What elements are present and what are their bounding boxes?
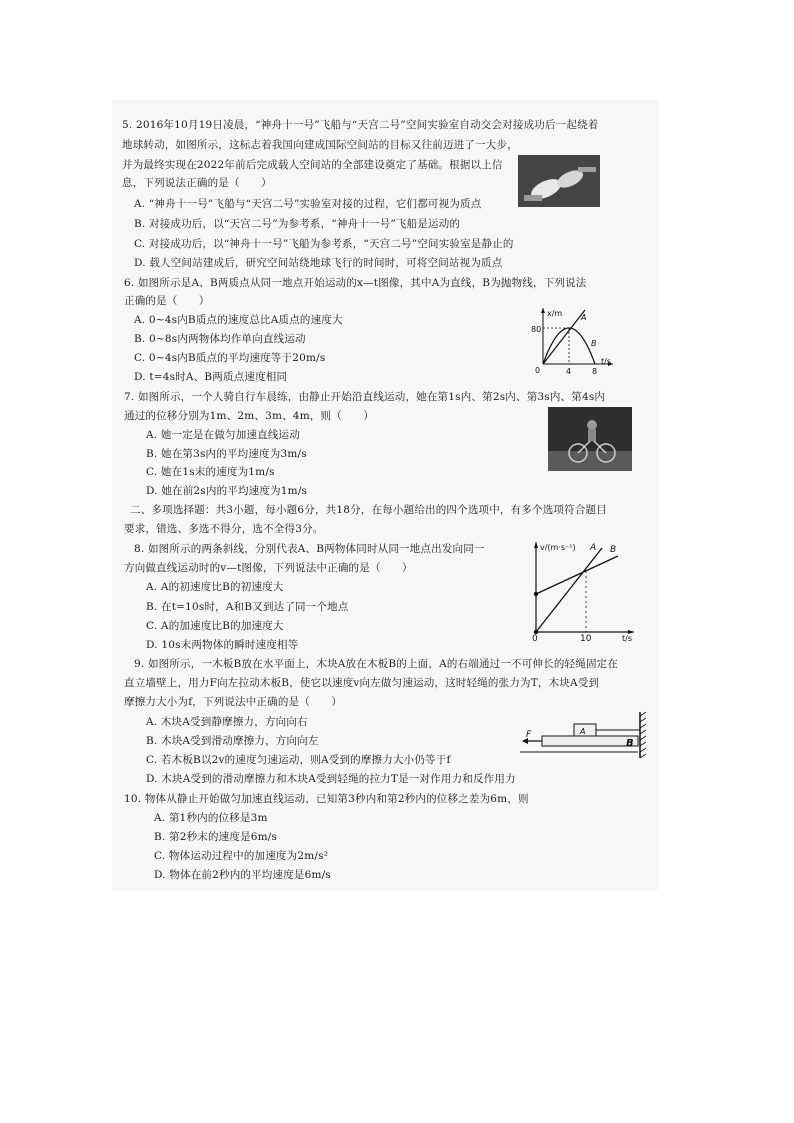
q5-option-b: B. 对接成功后，以“天宫二号”为参考系，“神舟十一号”飞船是运动的 xyxy=(134,218,461,230)
q9-stem-line1: 9. 如图所示，一木板B放在水平面上，木块A放在木板B的上面，A的右端通过一不可伸长的轻绳固定在 xyxy=(134,658,619,670)
block-board-figure xyxy=(520,710,648,760)
vt-tick-10: 10 xyxy=(580,634,592,642)
q9-option-d: D. 木块A受到的滑动摩擦力和木块A受到轻绳的拉力T是一对作用力和反作用力 xyxy=(146,773,516,785)
label-b: B xyxy=(626,738,634,749)
vt-line-b xyxy=(536,556,618,594)
xt-line-a xyxy=(543,310,585,364)
q8-option-b: B. 在t=10s时，A和B又到达了同一个地点 xyxy=(146,601,349,613)
q6-stem-line1: 6. 如图所示是A、B两质点从同一地点开始运动的x—t图像，其中A为直线，B为抛物线，下列说法 xyxy=(124,277,587,289)
xt-tick-4: 4 xyxy=(566,367,572,376)
q5-stem-line3: 并为最终实现在2022年前后完成载人空间站的全部建设奠定了基础。根据以上信 xyxy=(122,159,503,171)
q5-option-d: D. 载人空间站建成后，研究空间站绕地球飞行的时间时，可将空间站视为质点 xyxy=(134,257,503,269)
vt-b-start-point xyxy=(534,592,538,596)
q7-option-b: B. 她在第3s内的平均速度为3m/s xyxy=(146,448,307,460)
q8-option-c: C. A的加速度比B的加速度大 xyxy=(146,620,284,632)
q6-option-b: B. 0~8s内两物体均作单向直线运动 xyxy=(134,333,306,345)
q6-option-a: A. 0~4s内B质点的速度总比A质点的速度大 xyxy=(134,314,343,326)
spacecraft-photo xyxy=(518,155,600,207)
q5-option-c: C. 对接成功后，以“神舟十一号”飞船为参考系，“天宫二号”空间实验室是静止的 xyxy=(134,238,514,250)
q10-option-d: D. 物体在前2秒内的平均速度是6m/s xyxy=(154,869,331,881)
xt-label-a: A xyxy=(581,313,587,322)
q5-option-a: A. “神舟十一号”飞船与“天宫二号”实验室对接的过程，它们都可视为质点 xyxy=(134,198,482,210)
q5-stem-line2: 地球转动，如图所示，这标志着我国向建成国际空间站的目标又往前迈进了一大步， xyxy=(122,139,518,151)
xt-xlabel: t/s xyxy=(601,357,611,366)
board-b xyxy=(542,736,638,746)
section2-title-line2: 要求，错选、多选不得分，选不全得3分。 xyxy=(124,523,324,535)
xt-label-b: B xyxy=(591,339,597,348)
vt-label-b: B xyxy=(610,545,617,555)
q10-option-c: C. 物体运动过程中的加速度为2m/s² xyxy=(154,850,329,862)
vt-y-arrow xyxy=(534,542,538,548)
q5-stem-line1: 5. 2016年10月19日凌晨，“神舟十一号”飞船与“天宫二号”空间实验室自动交会对接成功后一起绕着 xyxy=(122,119,599,131)
vt-xlabel: t/s xyxy=(622,634,632,642)
cyclist-photo xyxy=(548,407,632,471)
xt-tick-80: 80 xyxy=(531,325,542,334)
vt-graph xyxy=(522,538,640,642)
q9-option-b: B. 木块A受到滑动摩擦力，方向向左 xyxy=(146,735,319,747)
q8-stem-line1: 8. 如图所示的两条斜线，分别代表A、B两物体同时从同一地点出发向同一 xyxy=(134,543,485,555)
q10-stem: 10. 物体从静止开始做匀加速直线运动，已知第3秒内和第2秒内的位移之差为6m，则 xyxy=(124,793,529,805)
vt-label-a: A xyxy=(590,543,597,553)
q10-option-b: B. 第2秒末的速度是6m/s xyxy=(154,831,278,843)
xt-graph xyxy=(525,302,617,378)
q7-option-d: D. 她在前2s内的平均速度为1m/s xyxy=(146,485,308,497)
vt-origin: 0 xyxy=(532,634,538,642)
section2-title-line1: 二、多项选择题：共3小题，每小题6分，共18分，在每小题给出的四个选项中，有多个选项符合题目 xyxy=(130,504,607,516)
q8-option-d: D. 10s末两物体的瞬时速度相等 xyxy=(146,639,299,651)
q7-stem-line1: 7. 如图所示，一个人骑自行车晨练，由静止开始沿直线运动，她在第1s内、第2s内、第3s内、第4s内 xyxy=(124,391,606,403)
q7-option-a: A. 她一定是在做匀加速直线运动 xyxy=(146,429,300,441)
q6-stem-line2: 正确的是（ ） xyxy=(124,295,210,307)
xt-origin: 0 xyxy=(535,366,541,375)
xt-y-arrow xyxy=(541,308,545,313)
label-a: A xyxy=(580,727,586,736)
q8-option-a: A. A的初速度比B的初速度大 xyxy=(146,581,284,593)
q6-option-c: C. 0~4s内B质点的平均速度等于20m/s xyxy=(134,352,326,364)
q9-option-c: C. 若木板B以2v的速度匀速运动，则A受到的摩擦力大小仍等于f xyxy=(146,754,451,766)
q9-option-a: A. 木块A受到静摩擦力，方向向右 xyxy=(146,716,308,728)
label-f: F xyxy=(526,730,532,740)
q9-stem-line2: 直立墙壁上，用力F向左拉动木板B，使它以速度v向左做匀速运动，这时轻绳的张力为T，木块A受到 xyxy=(124,677,600,689)
q6-option-d: D. t=4s时A、B两质点速度相同 xyxy=(134,371,288,383)
xt-tick-8: 8 xyxy=(592,367,598,376)
q8-stem-line2: 方向做直线运动时的v—t图像，下列说法中正确的是（ ） xyxy=(124,562,413,574)
vt-ylabel: v/(m·s⁻¹) xyxy=(540,543,576,552)
q5-stem-line4: 息，下列说法正确的是（ ） xyxy=(122,177,272,189)
wall-hatching xyxy=(640,712,646,758)
q7-option-c: C. 她在1s末的速度为1m/s xyxy=(146,466,275,478)
q7-stem-line2: 通过的位移分别为1m、2m、3m、4m，则（ ） xyxy=(124,410,375,422)
xt-ylabel: x/m xyxy=(547,309,563,318)
q9-stem-line3: 摩擦力大小为f，下列说法中正确的是（ ） xyxy=(124,696,343,708)
q10-option-a: A. 第1秒内的位移是3m xyxy=(154,812,268,824)
